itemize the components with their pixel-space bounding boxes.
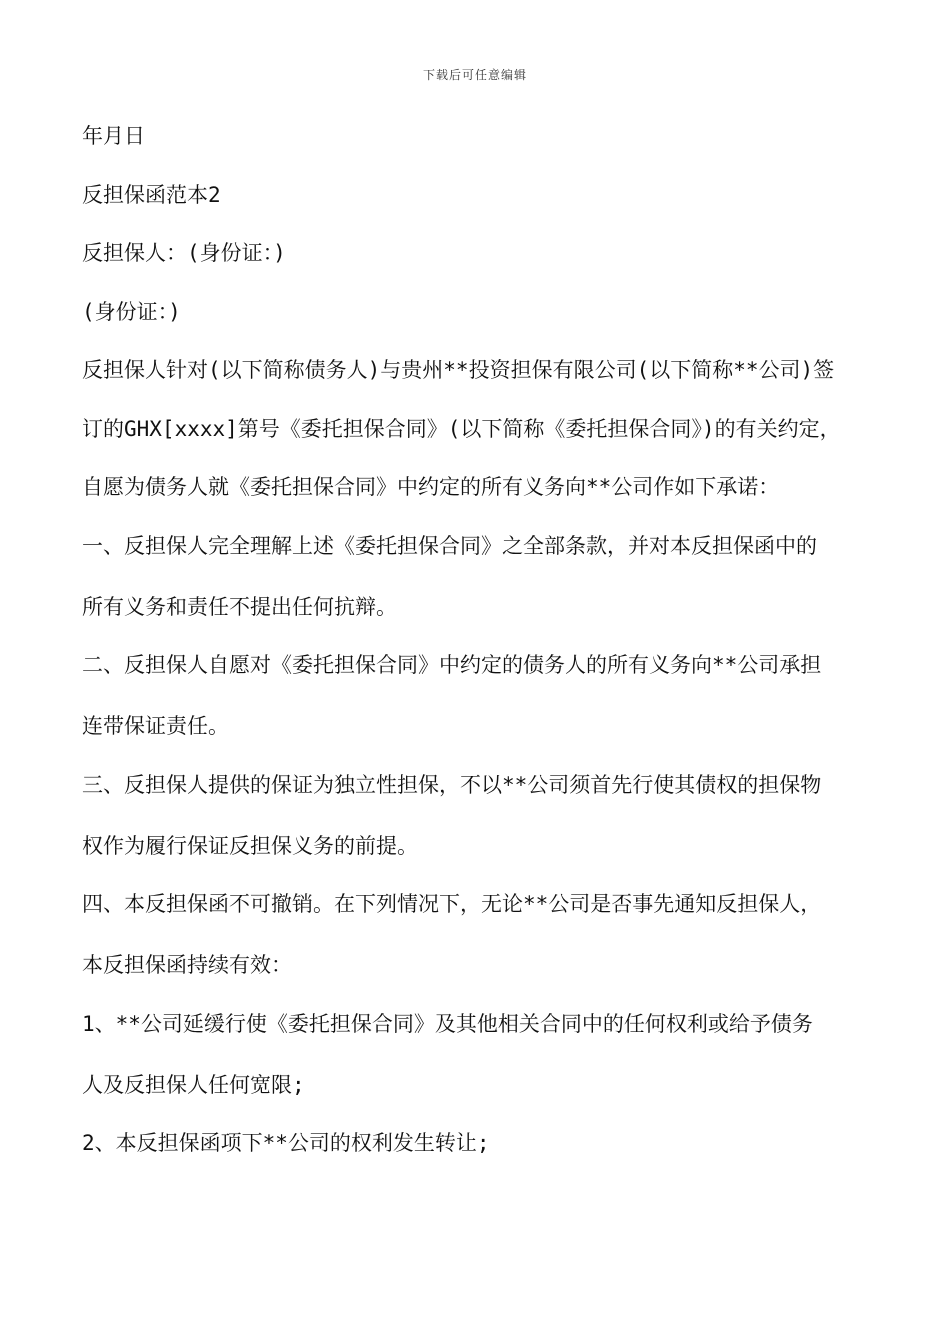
paragraph-line: 自愿为债务人就《委托担保合同》中约定的所有义务向**公司作如下承诺： <box>82 475 780 499</box>
clause-4-line: 四、本反担保函不可撤销。在下列情况下，无论**公司是否事先通知反担保人， <box>82 892 822 916</box>
clause-2-line: 二、反担保人自愿对《委托担保合同》中约定的债务人的所有义务向**公司承担 <box>82 653 822 677</box>
sub-clause-1-line: 1、**公司延缓行使《委托担保合同》及其他相关合同中的任何权利或给予债务 <box>82 1011 813 1036</box>
sub-clause-2-line: 2、本反担保函项下**公司的权利发生转让; <box>82 1131 490 1155</box>
clause-1-line: 所有义务和责任不提出任何抗辩。 <box>82 594 397 619</box>
clause-4-line: 本反担保函持续有效： <box>82 953 292 977</box>
paragraph-line: 订的GHX[xxxx]第号《委托担保合同》(以下简称《委托担保合同》)的有关约定， <box>82 416 841 441</box>
date-line: 年月日 <box>82 124 145 148</box>
id-card-field: (身份证：) <box>82 299 181 324</box>
clause-2-line: 连带保证责任。 <box>82 714 229 738</box>
clause-3-line: 三、反担保人提供的保证为独立性担保，不以**公司须首先行使其债权的担保物 <box>82 772 822 797</box>
header-note: 下载后可任意编辑 <box>422 68 527 82</box>
document-body <box>82 118 882 1184</box>
clause-3-line: 权作为履行保证反担保义务的前提。 <box>82 833 418 858</box>
counter-guarantor-field: 反担保人：(身份证：) <box>82 241 286 265</box>
paragraph-line: 反担保人针对(以下简称债务人)与贵州**投资担保有限公司(以下简称**公司)签 <box>82 358 835 382</box>
document-title: 反担保函范本2 <box>82 182 221 207</box>
clause-1-line: 一、反担保人完全理解上述《委托担保合同》之全部条款，并对本反担保函中的 <box>82 533 817 558</box>
sub-clause-1-line: 人及反担保人任何宽限; <box>82 1072 305 1097</box>
